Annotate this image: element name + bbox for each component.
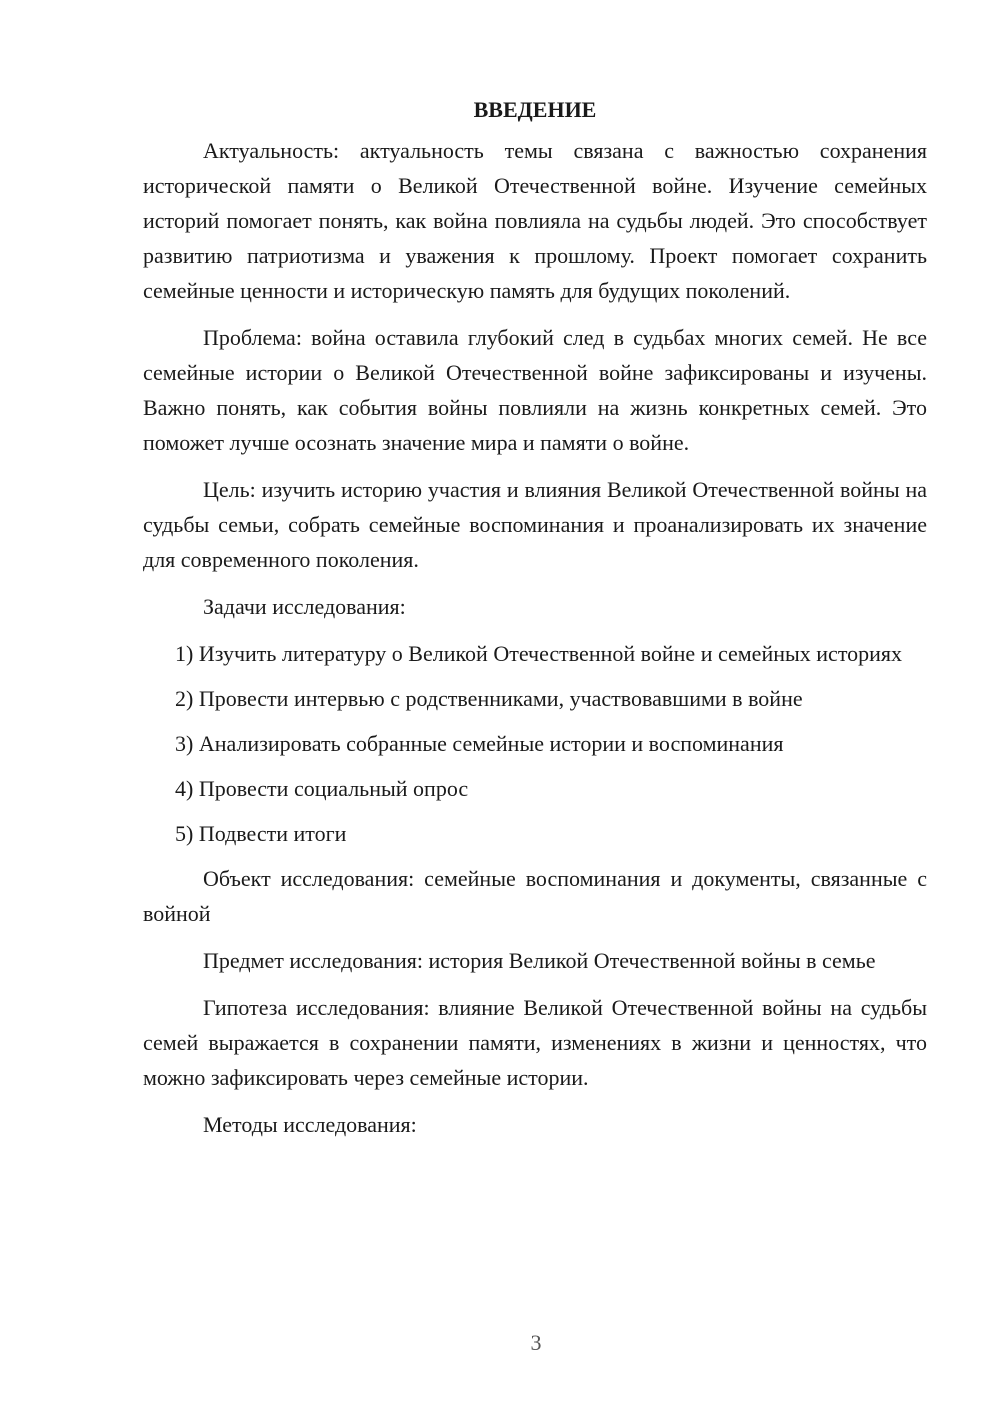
hypothesis-paragraph: Гипотеза исследования: влияние Великой Отечественной войны на судьбы семей выражается в сохранении памяти, изменениях в жизни и ценностях, что можно зафиксировать через семейные истории. xyxy=(143,995,927,1090)
task-item: 5) Подвести итоги xyxy=(175,821,347,846)
task-item: 1) Изучить литературу о Великой Отечественной войне и семейных историях xyxy=(175,641,903,666)
page-content xyxy=(143,92,927,1154)
problem-paragraph: Проблема: война оставила глубокий след в судьбах многих семей. Не все семейные истории о Великой Отечественной войне зафиксированы и изучены. Важно понять, как события войны повлияли на жизнь конкретных семей. Это поможет лучше осознать значение мира и памяти о войне. xyxy=(143,325,927,455)
task-item: 3) Анализировать собранные семейные истории и воспоминания xyxy=(175,731,784,756)
page-number: 3 xyxy=(530,1330,542,1355)
relevance-paragraph: Актуальность: актуальность темы связана с важностью сохранения исторической памяти о Великой Отечественной войне. Изучение семейных историй помогает понять, как война повлияла на судьбы людей. Это способствует развитию патриотизма и уважения к прошлому. Проект помогает сохранить семейные ценности и историческую память для будущих поколений. xyxy=(143,138,927,303)
tasks-label: Задачи исследования: xyxy=(203,594,406,619)
goal-paragraph: Цель: изучить историю участия и влияния Великой Отечественной войны на судьбы семьи, собрать семейные воспоминания и проанализировать их значение для современного поколения. xyxy=(143,477,927,572)
object-paragraph: Объект исследования: семейные воспоминания и документы, связанные с войной xyxy=(143,866,927,926)
page-title: ВВЕДЕНИЕ xyxy=(473,97,597,122)
methods-label: Методы исследования: xyxy=(203,1112,417,1137)
task-item: 4) Провести социальный опрос xyxy=(175,776,469,801)
task-item: 2) Провести интервью с родственниками, участвовавшими в войне xyxy=(175,686,803,711)
subject-paragraph: Предмет исследования: история Великой Отечественной войны в семье xyxy=(203,948,876,973)
